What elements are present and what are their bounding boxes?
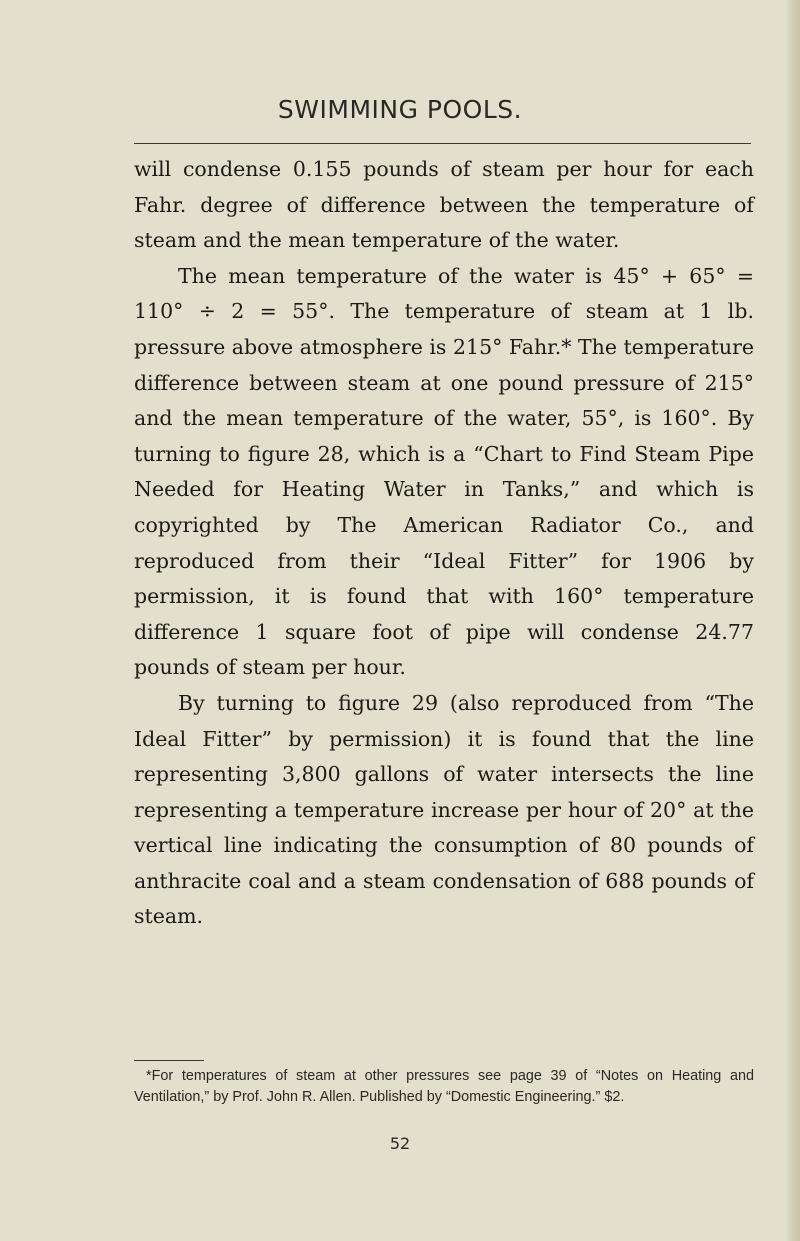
- paragraph-2: The mean temperature of the water is 45° + 65° = 110° ÷ 2 = 55°. The temperature of steam at 1 lb. pressure above atmosphere is 215° Fahr.* The temperature difference between steam at one pound pressure of 215° and the mean temperature of the water, 55°, is 160°. By turning to figure 28, which is a “Chart to Find Steam Pipe Needed for Heating Water in Tanks,” and which is copyrighted by The American Radiator Co., and reproduced from their “Ideal Fitter” for 1906 by permission, it is found that with 160° temperature difference 1 square foot of pipe will condense 24.77 pounds of steam per hour.: [134, 263, 754, 680]
- footnote-rule: [134, 1060, 204, 1061]
- paragraph-3: By turning to figure 29 (also reproduced from “The Ideal Fitter” by permission) it is found that the line representing 3,800 gallons of water intersects the line representing a temperature increase per hour of 20° at the vertical line indicating the consumption of 80 pounds of anthracite coal and a steam condensation of 688 pounds of steam.: [134, 690, 754, 929]
- footnote: *For temperatures of steam at other pressures see page 39 of “Notes on Heating and Ventilation,” by Prof. John R. Allen. Published by “Domestic Engineering.” $2.: [134, 1068, 754, 1105]
- header-rule: [134, 143, 751, 144]
- page-number: 52: [389, 1134, 411, 1153]
- paragraph-1: will condense 0.155 pounds of steam per hour for each Fahr. degree of difference between the temperature of steam and the mean temperature of the water.: [134, 157, 754, 253]
- page-edge: [786, 0, 800, 1241]
- body-text: [134, 152, 754, 935]
- running-head: SWIMMING POOLS.: [277, 95, 523, 124]
